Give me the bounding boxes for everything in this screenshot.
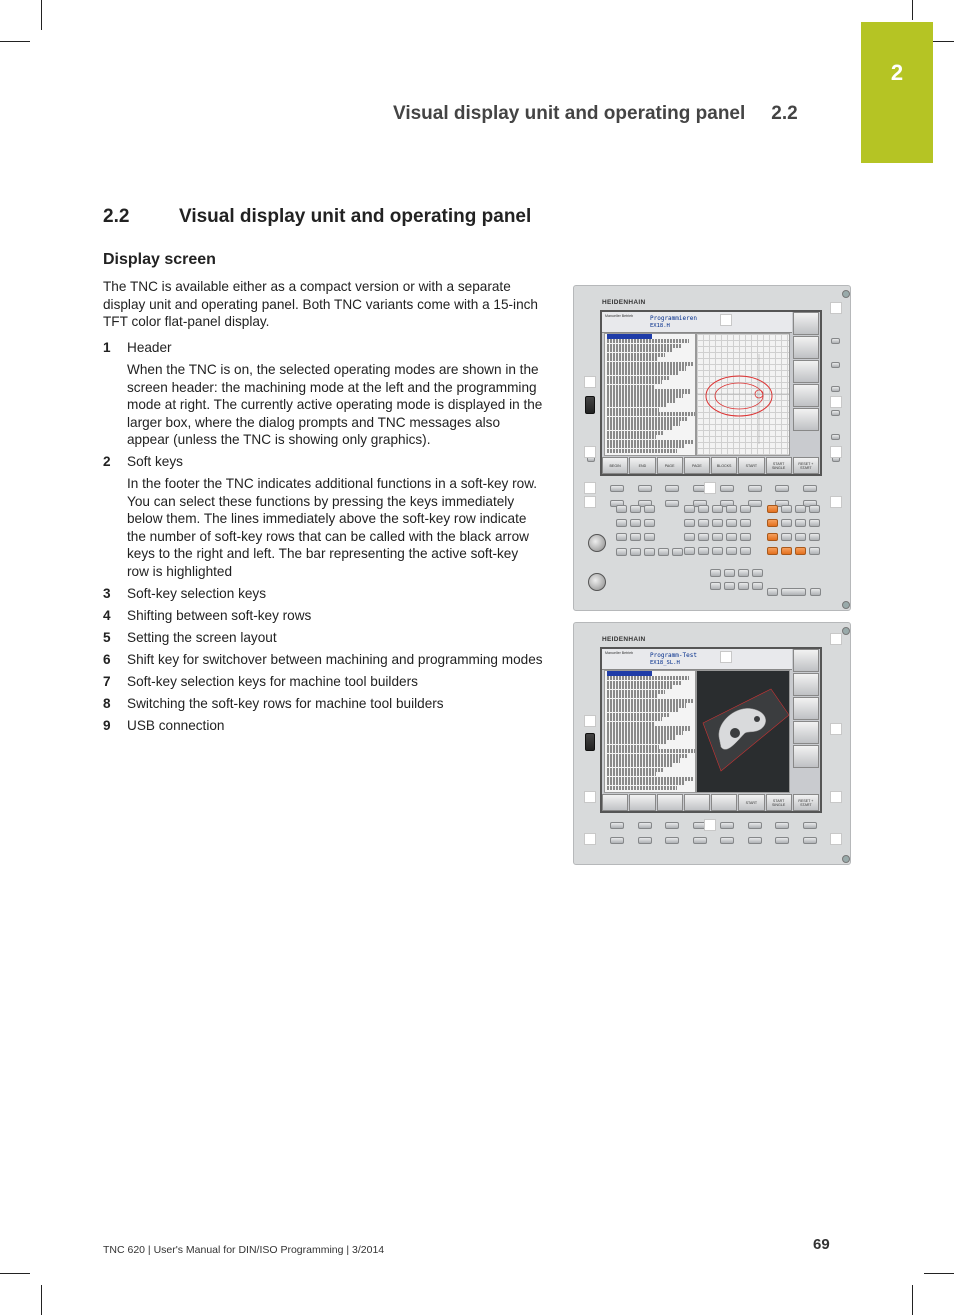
list-item-title: Soft-key selection keys for machine tool builders: [127, 673, 418, 689]
machining-mode-label: Manueller Betrieb: [605, 651, 634, 655]
programming-key[interactable]: [740, 505, 751, 513]
chapter-tab: 2: [861, 22, 933, 163]
program-line: [607, 772, 656, 776]
programming-key[interactable]: [684, 505, 695, 513]
programming-key[interactable]: [684, 547, 695, 555]
crop-mark: [41, 0, 42, 30]
callout-box: [584, 376, 596, 388]
softkey-row: [602, 457, 820, 474]
program-line: [607, 690, 665, 694]
axis-key[interactable]: [767, 519, 778, 527]
mode-key[interactable]: [616, 519, 627, 527]
list-item-number: 3: [103, 585, 111, 601]
programming-mode-label: Programmieren: [650, 315, 697, 322]
numeric-key[interactable]: [781, 519, 792, 527]
callout-box: [584, 715, 596, 727]
numeric-key[interactable]: [809, 519, 820, 527]
programming-graphics: [696, 333, 790, 456]
callout-box: [830, 446, 842, 458]
programming-key[interactable]: [726, 547, 737, 555]
machine-softkey[interactable]: [831, 386, 840, 392]
override-knob-feed[interactable]: [588, 534, 606, 552]
program-line: [607, 344, 681, 348]
list-item-title: Soft keys: [127, 454, 183, 469]
usb-connection: [585, 733, 595, 751]
heidenhain-logo: HEIDENHAIN: [602, 299, 646, 306]
program-line: [607, 389, 691, 393]
section-title-text: Visual display unit and operating panel: [179, 206, 532, 227]
softkey-selection-button[interactable]: [748, 837, 762, 844]
program-listing: [604, 670, 696, 793]
softkey[interactable]: [602, 794, 628, 811]
softkey-row: [602, 794, 820, 811]
program-line: [607, 699, 694, 703]
softkey-selection-button[interactable]: [720, 485, 734, 492]
list-item: [103, 673, 543, 691]
softkey[interactable]: START: [738, 794, 764, 811]
program-line: [607, 777, 693, 781]
numeric-key[interactable]: [781, 533, 792, 541]
softkey-selection-button[interactable]: [693, 837, 707, 844]
navigation-key[interactable]: [710, 569, 721, 577]
softkey-selection-button[interactable]: [775, 837, 789, 844]
program-line: [607, 440, 693, 444]
program-line: [607, 444, 685, 448]
program-line: [607, 763, 672, 767]
screen-header: [602, 649, 792, 670]
list-item-number: 1: [103, 340, 111, 355]
list-item-title: Soft-key selection keys: [127, 585, 267, 601]
programming-key[interactable]: [698, 533, 709, 541]
screw-icon: [842, 290, 850, 298]
program-line: [607, 394, 683, 398]
list-item-number: 5: [103, 629, 111, 645]
list-item-title: USB connection: [127, 717, 225, 733]
programming-key[interactable]: [684, 519, 695, 527]
softkey[interactable]: START SINGLE: [766, 794, 792, 811]
program-line: [607, 357, 657, 361]
list-item-number: 2: [103, 454, 111, 469]
softkey-selection-button[interactable]: [775, 485, 789, 492]
softkey[interactable]: PAGE: [684, 457, 710, 474]
crop-mark: [0, 41, 30, 42]
callout-box: [584, 496, 596, 508]
crop-mark: [0, 1273, 30, 1274]
numbered-list: [103, 339, 543, 739]
page-number: 69: [813, 1236, 830, 1253]
softkey-selection-button[interactable]: [665, 500, 679, 507]
list-item-title: Setting the screen layout: [127, 629, 277, 645]
test-run-graphics: [696, 670, 790, 793]
crop-mark: [41, 1285, 42, 1315]
vertical-softkey[interactable]: [793, 649, 819, 672]
vertical-softkey[interactable]: [793, 408, 819, 431]
program-line: [607, 371, 678, 375]
mode-key[interactable]: [616, 533, 627, 541]
program-line: [607, 708, 678, 712]
list-item: [103, 717, 543, 735]
program-line: [607, 722, 654, 726]
softkey-selection-button[interactable]: [803, 822, 817, 829]
list-item: [103, 339, 543, 449]
program-line: [607, 431, 664, 435]
softkey[interactable]: [711, 794, 737, 811]
list-item-title: Switching the soft-key rows for machine tool builders: [127, 695, 444, 711]
callout-box: [584, 482, 596, 494]
program-line: [607, 758, 680, 762]
callout-box: [830, 302, 842, 314]
crop-mark: [912, 0, 913, 20]
navigation-key[interactable]: [724, 569, 735, 577]
numeric-key[interactable]: [767, 588, 778, 596]
callout-box: [830, 791, 842, 803]
list-item: [103, 695, 543, 713]
programming-key[interactable]: [726, 519, 737, 527]
program-line: [607, 426, 672, 430]
callout-box: [830, 396, 842, 408]
programming-key[interactable]: [698, 547, 709, 555]
list-item: [103, 585, 543, 603]
axis-key[interactable]: [767, 547, 778, 555]
programming-key[interactable]: [684, 533, 695, 541]
program-line: [607, 353, 665, 357]
programming-key[interactable]: [726, 533, 737, 541]
program-line: [607, 703, 686, 707]
callout-box: [704, 482, 716, 494]
program-line: [607, 685, 673, 689]
program-line: [607, 786, 677, 790]
tnc-screen: [600, 310, 822, 476]
program-line: [607, 717, 662, 721]
program-name: EX18_SL.H: [650, 660, 680, 666]
function-key[interactable]: [616, 548, 627, 556]
softkey-selection-button[interactable]: [610, 837, 624, 844]
callout-box: [720, 314, 732, 326]
intro-paragraph: The TNC is available either as a compact version or with a separate display unit and operating panel. Both TNC variants come with a 15-inch TFT color flat-panel display.: [103, 279, 538, 329]
softkey-selection-button[interactable]: [665, 822, 679, 829]
tnc-panel-image-compact: [573, 622, 851, 865]
softkey-selection-button[interactable]: [638, 822, 652, 829]
numeric-key[interactable]: [795, 519, 806, 527]
program-line: [607, 339, 689, 343]
program-line: [607, 676, 689, 680]
program-line: [607, 362, 694, 366]
softkey-selection-button[interactable]: [638, 485, 652, 492]
program-line: [607, 398, 675, 402]
program-line: [607, 681, 681, 685]
programming-mode-label: Programm-Test: [650, 652, 697, 659]
program-line: [607, 735, 675, 739]
programming-key[interactable]: [740, 533, 751, 541]
callout-box: [830, 723, 842, 735]
machine-softkey[interactable]: [831, 338, 840, 344]
callout-box: [584, 446, 596, 458]
workpiece-graphic: [697, 671, 789, 793]
softkey[interactable]: RESET + START: [793, 794, 819, 811]
mode-key[interactable]: [630, 519, 641, 527]
running-header-number: 2.2: [771, 103, 798, 124]
softkey-selection-button[interactable]: [775, 822, 789, 829]
mode-key[interactable]: [644, 505, 655, 513]
softkey-selection-button[interactable]: [803, 837, 817, 844]
callout-box: [704, 819, 716, 831]
program-line: [607, 671, 652, 675]
programming-key[interactable]: [712, 519, 723, 527]
machine-softkey[interactable]: [831, 362, 840, 368]
numeric-key[interactable]: [781, 588, 806, 596]
programming-key[interactable]: [712, 505, 723, 513]
machine-softkey-column: [793, 649, 819, 793]
list-item-description: When the TNC is on, the selected operating modes are shown in the screen header: the machining mode at the left and the programming mode at right. The currently active operating mode is displayed in the larger box, where the dialog prompts and TNC messages also appear (unless the TNC is showing only graphics).: [127, 362, 543, 447]
screw-icon: [842, 855, 850, 863]
axis-key[interactable]: [795, 547, 806, 555]
softkey[interactable]: RESET + START: [793, 457, 819, 474]
programming-key[interactable]: [698, 505, 709, 513]
program-line: [607, 726, 691, 730]
program-line: [607, 749, 696, 753]
screw-icon: [842, 627, 850, 635]
program-line: [607, 449, 677, 453]
softkey[interactable]: BLOCKS: [711, 457, 737, 474]
program-line: [607, 435, 656, 439]
mode-key[interactable]: [630, 533, 641, 541]
softkey[interactable]: START: [738, 457, 764, 474]
section-title: [103, 206, 531, 228]
page-footer: TNC 620 | User's Manual for DIN/ISO Programming | 3/2014: [103, 1244, 385, 1256]
callout-box: [584, 833, 596, 845]
softkey-selection-button[interactable]: [720, 822, 734, 829]
vertical-softkey[interactable]: [793, 721, 819, 744]
list-item-description: In the footer the TNC indicates additional functions in a soft-key row. You can select these functions by pressing the keys immediately below them. The lines immediately above the soft-key row indicate the number of soft-key rows that can be called with the black arrow keys to the right and left. The bar representing the active soft-key row is highlighted: [127, 476, 538, 579]
numeric-key[interactable]: [795, 505, 806, 513]
callout-box: [830, 496, 842, 508]
program-line: [607, 740, 667, 744]
crop-mark: [912, 1285, 913, 1315]
program-line: [607, 408, 659, 412]
navigation-key[interactable]: [752, 569, 763, 577]
softkey[interactable]: [629, 794, 655, 811]
mode-key[interactable]: [616, 505, 627, 513]
list-item-number: 8: [103, 695, 111, 711]
list-item-number: 4: [103, 607, 111, 623]
softkey-selection-button[interactable]: [610, 485, 624, 492]
program-line: [607, 694, 657, 698]
vertical-softkey[interactable]: [793, 745, 819, 768]
softkey[interactable]: [657, 794, 683, 811]
navigation-key[interactable]: [738, 569, 749, 577]
softkey-selection-button[interactable]: [665, 485, 679, 492]
programming-key[interactable]: [712, 533, 723, 541]
axis-key[interactable]: [781, 547, 792, 555]
screen-header: [602, 312, 792, 333]
program-line: [607, 380, 662, 384]
mode-key[interactable]: [630, 505, 641, 513]
numeric-key[interactable]: [781, 505, 792, 513]
numeric-key[interactable]: [809, 533, 820, 541]
program-line: [607, 745, 659, 749]
navigation-key[interactable]: [752, 582, 763, 590]
vertical-softkey[interactable]: [793, 336, 819, 359]
machine-softkey-column: [793, 312, 819, 456]
override-knob-spindle[interactable]: [588, 573, 606, 591]
callout-box: [584, 791, 596, 803]
heidenhain-logo: HEIDENHAIN: [602, 636, 646, 643]
program-line: [607, 334, 652, 338]
machine-softkey[interactable]: [831, 410, 840, 416]
program-name: EX18.H: [650, 323, 670, 329]
list-item-title: Header: [127, 340, 172, 355]
numeric-key[interactable]: [795, 533, 806, 541]
program-line: [607, 376, 670, 380]
program-line: [607, 403, 667, 407]
softkey-selection-button[interactable]: [665, 837, 679, 844]
machine-softkey[interactable]: [831, 434, 840, 440]
running-header-title: Visual display unit and operating panel: [393, 103, 746, 124]
softkey[interactable]: PAGE: [657, 457, 683, 474]
program-listing: [604, 333, 696, 456]
callout-box: [720, 651, 732, 663]
axis-key[interactable]: [767, 533, 778, 541]
softkey-selection-button[interactable]: [638, 837, 652, 844]
list-item-number: 7: [103, 673, 111, 689]
usb-connection: [585, 396, 595, 414]
function-key[interactable]: [658, 548, 669, 556]
programming-key[interactable]: [698, 519, 709, 527]
softkey-selection-button[interactable]: [748, 822, 762, 829]
softkey-selection-button[interactable]: [803, 485, 817, 492]
vertical-softkey[interactable]: [793, 360, 819, 383]
programming-key[interactable]: [740, 519, 751, 527]
mode-key[interactable]: [644, 519, 655, 527]
programming-key[interactable]: [726, 505, 737, 513]
callout-box: [830, 633, 842, 645]
program-line: [607, 421, 680, 425]
list-item-number: 6: [103, 651, 111, 667]
navigation-key[interactable]: [738, 582, 749, 590]
softkey[interactable]: START SINGLE: [766, 457, 792, 474]
softkey[interactable]: BEGIN: [602, 457, 628, 474]
programming-key[interactable]: [740, 547, 751, 555]
contour-graphic: [697, 334, 789, 456]
numeric-key[interactable]: [809, 547, 820, 555]
list-item: [103, 607, 543, 625]
mode-key[interactable]: [644, 533, 655, 541]
axis-key[interactable]: [767, 505, 778, 513]
softkey-selection-button[interactable]: [610, 822, 624, 829]
program-line: [607, 385, 654, 389]
program-line: [607, 713, 670, 717]
program-line: [607, 366, 686, 370]
navigation-key[interactable]: [724, 582, 735, 590]
callout-box: [830, 833, 842, 845]
softkey-selection-button[interactable]: [720, 837, 734, 844]
softkey-selection-button[interactable]: [748, 485, 762, 492]
function-key[interactable]: [644, 548, 655, 556]
program-line: [607, 417, 688, 421]
screw-icon: [842, 601, 850, 609]
running-header: [393, 103, 798, 125]
list-item-title: Shift key for switchover between machining and programming modes: [127, 651, 543, 667]
crop-mark: [924, 1273, 954, 1274]
program-line: [607, 731, 683, 735]
function-key[interactable]: [672, 548, 683, 556]
softkey[interactable]: [684, 794, 710, 811]
program-line: [607, 781, 685, 785]
program-line: [607, 348, 673, 352]
function-key[interactable]: [630, 548, 641, 556]
tnc-panel-image-full: [573, 285, 851, 611]
subheading: Display screen: [103, 251, 216, 268]
section-number: 2.2: [103, 206, 130, 227]
list-item-number: 9: [103, 717, 111, 733]
vertical-softkey[interactable]: [793, 384, 819, 407]
vertical-softkey[interactable]: [793, 312, 819, 335]
list-item-title: Shifting between soft-key rows: [127, 607, 312, 623]
program-line: [607, 412, 696, 416]
softkey[interactable]: END: [629, 457, 655, 474]
tnc-screen: [600, 647, 822, 813]
list-item: [103, 453, 543, 580]
program-line: [607, 754, 688, 758]
numeric-key[interactable]: [810, 588, 821, 596]
vertical-softkey[interactable]: [793, 697, 819, 720]
vertical-softkey[interactable]: [793, 673, 819, 696]
list-item: [103, 629, 543, 647]
programming-key[interactable]: [712, 547, 723, 555]
list-item: [103, 651, 543, 669]
numeric-key[interactable]: [809, 505, 820, 513]
program-line: [607, 768, 664, 772]
machining-mode-label: Manueller Betrieb: [605, 314, 634, 318]
navigation-key[interactable]: [710, 582, 721, 590]
